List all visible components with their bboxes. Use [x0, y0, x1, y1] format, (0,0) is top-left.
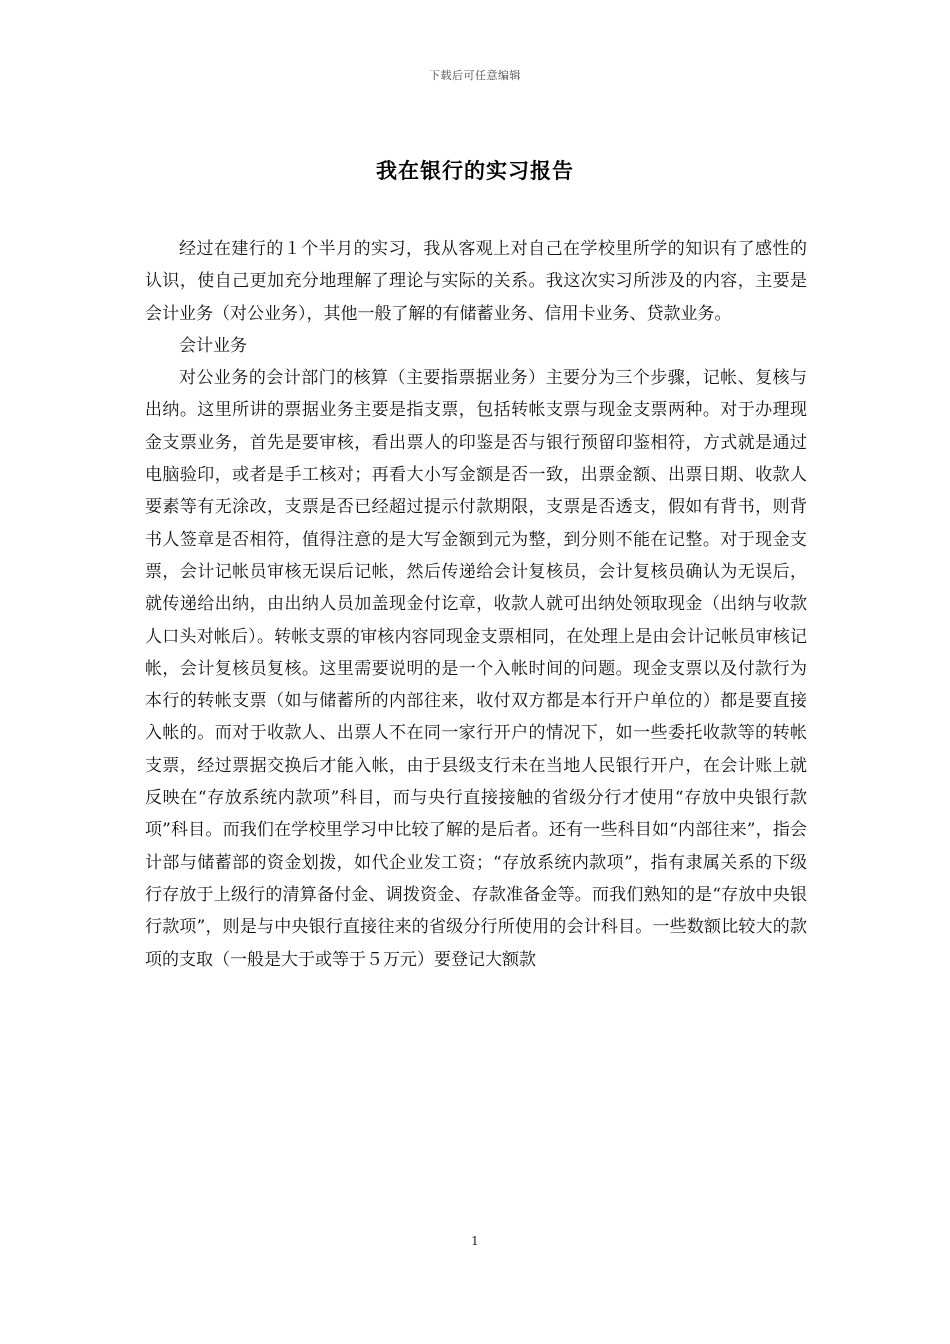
section-heading-accounting: 会计业务 — [179, 335, 247, 356]
page-number: 1 — [471, 1234, 479, 1248]
header-note: 下载后可任意编辑 — [429, 69, 521, 82]
paragraph-accounting: 对公业务的会计部门的核算（主要指票据业务）主要分为三个步骤，记帐、复核与出纳。这里所讲的票据业务主要是指支票，包括转帐支票与现金支票两种。对于办理现金支票业务，首先是要审核，看出票人的印鉴是否与银行预留印鉴相符，方式就是通过电脑验印，或者是手工核对；再看大小写金额是否一致，出票金额、出票日期、收款人要素等有无涂改，支票是否已经超过提示付款期限，支票是否透支，假如有背书，则背书人签章是否相符，值得注意的是大写金额到元为整，到分则不能在记整。对于现金支票，会计记帐员审核无误后记帐，然后传递给会计复核员，会计复核员确认为无误后，就传递给出纳，由出纳人员加盖现金付讫章，收款人就可出纳处领取现金（出纳与收款人口头对帐后）。转帐支票的审核内容同现金支票相同，在处理上是由会计记帐员审核记帐，会计复核员复核。这里需要说明的是一个入帐时间的问题。现金支票以及付款行为本行的转帐支票（如与储蓄所的内部往来，收付双方都是本行开户单位的）都是要直接入帐的。而对于收款人、出票人不在同一家行开户的情况下，如一些委托收款等的转帐支票，经过票据交换后才能入帐，由于县级支行未在当地人民银行开户，在会计账上就反映在“存放系统内款项”科目，而与央行直接接触的省级分行才使用“存放中央银行款项”科目。而我们在学校里学习中比较了解的是后者。还有一些科目如“内部往来”，指会计部与储蓄部的资金划拨，如代企业发工资；“存放系统内款项”，指有隶属关系的下级行存放于上级行的清算备付金、调拨资金、存款准备金等。而我们熟知的是“存放中央银行款项”，则是与中央银行直接往来的省级分行所使用的会计科目。一些数额比较大的款项的支取（一般是大于或等于５万元）要登记大额款 — [145, 368, 807, 970]
document-body — [145, 233, 807, 976]
document-title: 我在银行的实习报告 — [376, 158, 574, 183]
paragraph-intro: 经过在建行的１个半月的实习，我从客观上对自己在学校里所学的知识有了感性的认识，使自己更加充分地理解了理论与实际的关系。我这次实习所涉及的内容，主要是会计业务（对公业务），其他一般了解的有储蓄业务、信用卡业务、贷款业务。 — [145, 239, 807, 324]
